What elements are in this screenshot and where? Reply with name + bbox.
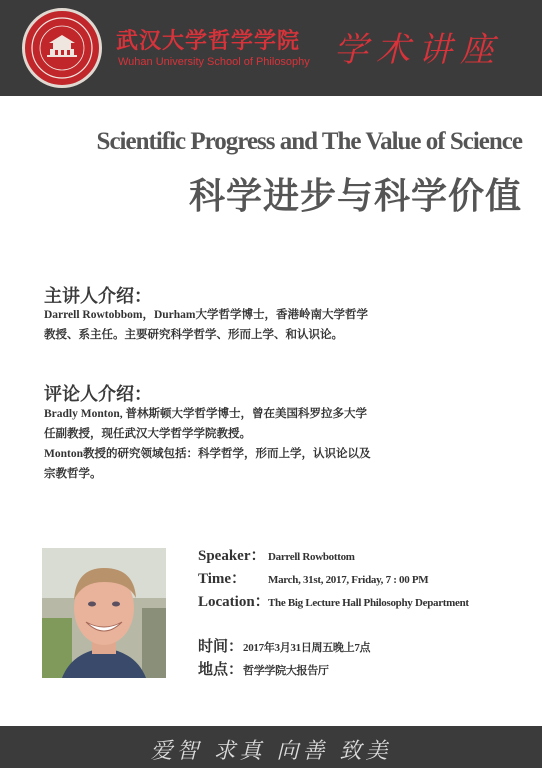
cn-place-row [198,658,329,679]
commentator-intro-line: Monton教授的研究领域包括：科学哲学，形而上学，认识论以及 [44,448,371,460]
speaker-photo [42,548,166,678]
school-name-en: Wuhan University School of Philosophy [118,56,310,68]
speaker-value: Darrell Rowbottom [268,551,355,563]
cn-place-value: 哲学学院大报告厅 [243,665,329,677]
speaker-intro-heading: 主讲人介绍： [44,286,152,307]
commentator-intro-line: Bradly Monton, 普林斯顿大学哲学博士，曾在美国科罗拉多大学 [44,408,367,420]
lecture-title-chinese: 科学进步与科学价值 [188,176,522,217]
commentator-intro-line: 宗教哲学。 [44,468,102,480]
commentator-intro-line: 任副教授，现任武汉大学哲学学院教授。 [44,428,251,440]
speaker-info-row [198,544,355,565]
university-seal-logo [22,8,102,88]
time-info-row [198,567,428,588]
lecture-series-title: 学术讲座 [334,30,502,70]
speaker-intro-line: Darrell Rowtobbom，Durham大学哲学博士，香港岭南大学哲学 [44,309,369,321]
speaker-intro-line: 教授、系主任。主要研究科学哲学、形而上学、和认识论。 [44,329,343,341]
location-value: The Big Lecture Hall Philosophy Department [268,597,469,609]
university-motto: 爱智 求真 向善 致美 [150,739,392,764]
cn-place-label: 地点： [198,660,244,678]
commentator-intro-heading: 评论人介绍： [44,384,152,405]
location-info-row [198,590,469,611]
commentator-intro-text [44,404,370,484]
time-label: Time： [198,571,247,587]
time-value: March, 31st, 2017, Friday, 7 : 00 PM [268,574,429,586]
speaker-label: Speaker： [198,548,266,564]
school-name-cn: 武汉大学哲学学院 [116,29,301,54]
speaker-intro-text [44,305,368,345]
header-banner [0,0,542,96]
cn-time-label: 时间： [198,637,244,655]
cn-time-value: 2017年3月31日周五晚上7点 [243,642,371,654]
cn-time-row [198,635,370,656]
lecture-title-english: Scientific Progress and The Value of Science [96,128,522,155]
location-label: Location： [198,594,270,610]
